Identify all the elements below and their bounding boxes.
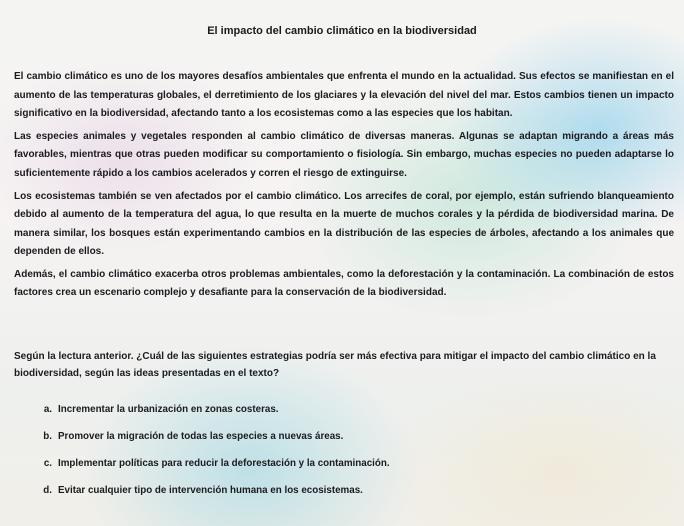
paragraph-4: Además, el cambio climático exacerba otros problemas ambientales, como la deforestación y la contaminación. La combinación de estos factores crea un escenario complejo y desafiante para la conservación de la biodiversidad.: [14, 268, 674, 298]
option-letter: b.: [43, 431, 52, 442]
option-letter: c.: [43, 458, 52, 469]
option-text: Evitar cualquier tipo de intervención humana en los ecosistemas.: [58, 485, 363, 496]
question-text: Según la lectura anterior. ¿Cuál de las siguientes estrategias podría ser más efectiva para mitigar el impacto del cambio climático en la biodiversidad, según las ideas presentadas en el texto?: [14, 351, 656, 379]
option-text: Promover la migración de todas las especies a nuevas áreas.: [58, 431, 344, 442]
option-text: Implementar políticas para reducir la deforestación y la contaminación.: [58, 458, 390, 469]
option-text: Incrementar la urbanización en zonas costeras.: [58, 404, 279, 415]
option-a[interactable]: [28, 400, 648, 427]
option-letter: a.: [43, 404, 52, 415]
option-d[interactable]: [28, 481, 648, 508]
option-b[interactable]: [28, 427, 648, 454]
answer-options: [28, 400, 648, 508]
paragraph-1: El cambio climático es uno de los mayores desafíos ambientales que enfrenta el mundo en la actualidad. Sus efectos se manifiestan en el aumento de las temperaturas globales, el derretimiento de los glaciares y la elevación del nivel del mar. Estos cambios tienen un impacto significativo en la biodiversidad, afectando tanto a los ecosistemas como a las especies que los habitan.: [14, 71, 674, 120]
document-title: El impacto del cambio climático en la biodiversidad: [207, 25, 477, 37]
option-c[interactable]: [28, 454, 648, 481]
paragraph-2: Las especies animales y vegetales responden al cambio climático de diversas maneras. Algunas se adaptan migrando a áreas más favorables, mientras que otras pueden modificar su comportamiento o fisiología. Sin embargo, muchas especies no pueden adaptarse lo suficientemente rápido a los cambios acelerados y corren el riesgo de extinguirse.: [14, 130, 674, 179]
reading-passage: [14, 68, 674, 306]
option-letter: d.: [43, 485, 52, 496]
paragraph-3: Los ecosistemas también se ven afectados por el cambio climático. Los arrecifes de coral, por ejemplo, están sufriendo blanqueamiento debido al aumento de la temperatura del agua, lo que resulta en la muerte de muchos corales y la pérdida de biodiversidad marina. De manera similar, los bosques están experimentando cambios en la distribución de las especies de árboles, afectando a los animales que dependen de ellos.: [14, 190, 674, 258]
